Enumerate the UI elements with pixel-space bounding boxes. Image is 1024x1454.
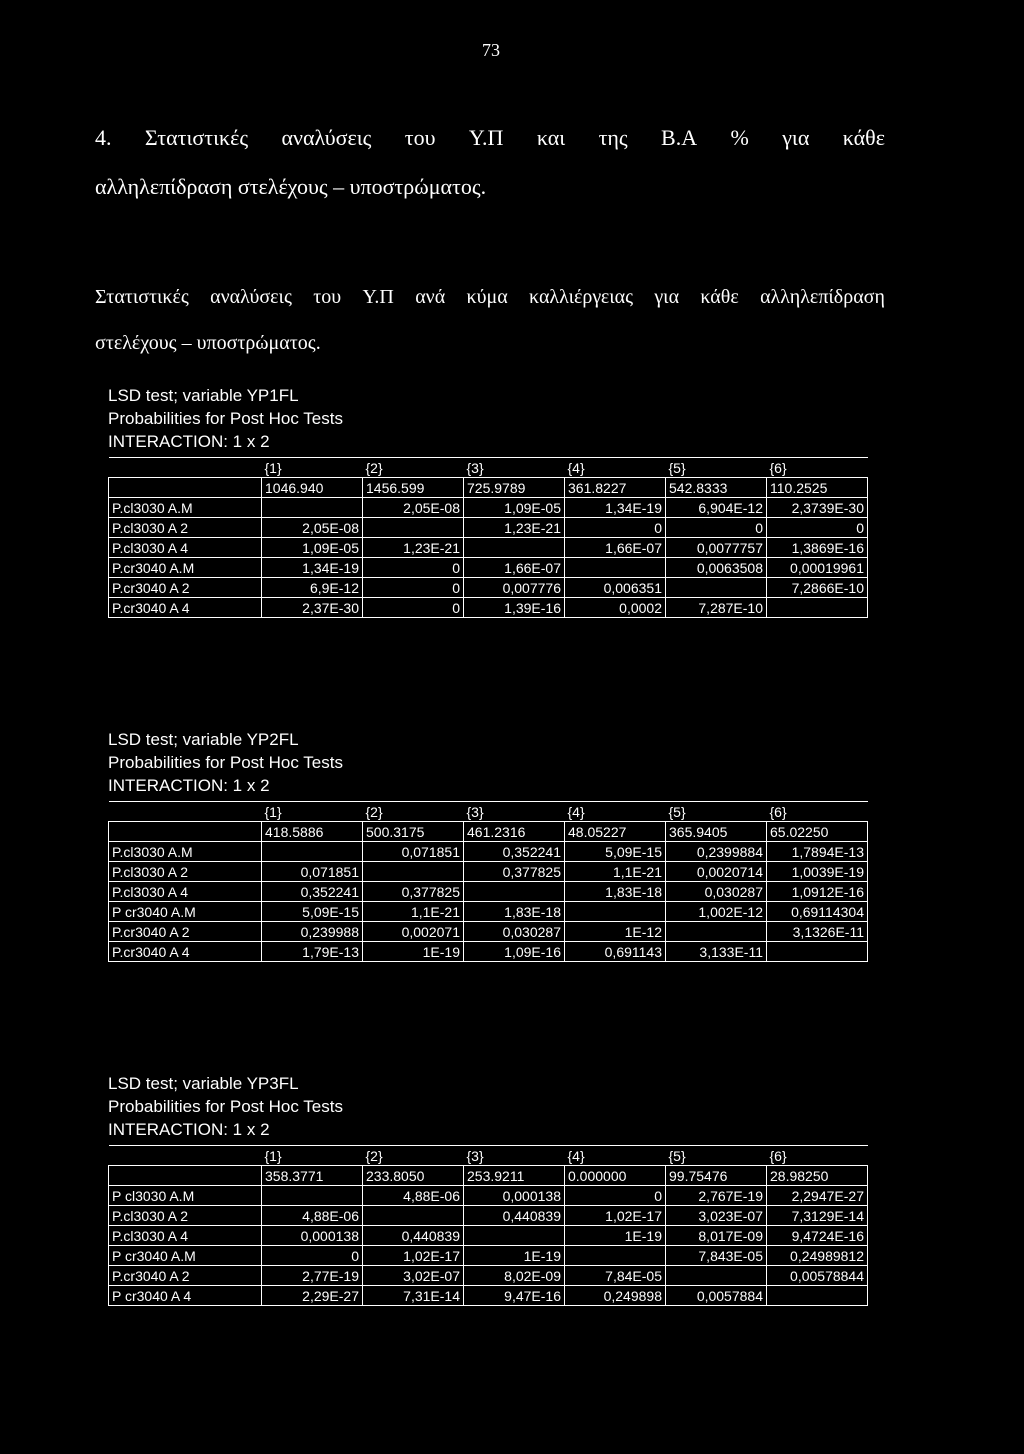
probability-cell (363, 1206, 464, 1226)
probability-cell: 0 (363, 558, 464, 578)
probability-cell: 2,3739E-30 (767, 498, 868, 518)
probability-cell: 0 (666, 518, 767, 538)
table-row (109, 1206, 868, 1226)
probability-cell: 1,09E-05 (464, 498, 565, 518)
probability-cell: 0 (565, 1186, 666, 1206)
probability-cell: 1,09E-16 (464, 942, 565, 962)
column-id-row (109, 1146, 868, 1166)
probability-cell (767, 1286, 868, 1306)
probability-cell: 0,030287 (464, 922, 565, 942)
column-id: {2} (363, 458, 464, 478)
probability-cell: 1,83E-18 (464, 902, 565, 922)
probability-cell: 0,69114304 (767, 902, 868, 922)
row-label: P cr3040 A.M (109, 902, 262, 922)
heading-word: Στατιστικές (144, 125, 249, 150)
lsd-interaction: INTERACTION: 1 x 2 (108, 1120, 270, 1139)
lsd-subtitle: Probabilities for Post Hoc Tests (108, 753, 343, 772)
probability-cell: 1,79E-13 (262, 942, 363, 962)
probability-cell: 7,287E-10 (666, 598, 767, 618)
table-row (109, 942, 868, 962)
subheading-line-2: στελέχους – υποστρώματος. (95, 332, 321, 354)
probability-cell: 1,7894E-13 (767, 842, 868, 862)
probability-cell: 0,352241 (464, 842, 565, 862)
group-mean: 418.5886 (262, 822, 363, 842)
probability-cell: 5,09E-15 (565, 842, 666, 862)
row-label: P.cl3030 A.M (109, 842, 262, 862)
group-mean: 1456.599 (363, 478, 464, 498)
probability-cell: 2,05E-08 (262, 518, 363, 538)
probability-cell: 0,2399884 (666, 842, 767, 862)
corner-cell (109, 478, 262, 498)
lsd-interaction: INTERACTION: 1 x 2 (108, 432, 270, 451)
column-id: {1} (262, 802, 363, 822)
table-row (109, 842, 868, 862)
probability-cell: 0,071851 (262, 862, 363, 882)
probability-cell: 0,006351 (565, 578, 666, 598)
row-label: P.cl3030 A.M (109, 498, 262, 518)
probability-cell: 1,0912E-16 (767, 882, 868, 902)
row-label: P.cr3040 A 4 (109, 942, 262, 962)
column-id: {2} (363, 802, 464, 822)
subheading-word: Υ.Π (362, 286, 394, 308)
heading-word: για (782, 125, 810, 150)
row-label: P.cl3030 A 4 (109, 538, 262, 558)
group-mean: 65.02250 (767, 822, 868, 842)
probability-cell: 7,84E-05 (565, 1266, 666, 1286)
probability-cell: 7,2866E-10 (767, 578, 868, 598)
probability-cell (666, 922, 767, 942)
lsd-subtitle: Probabilities for Post Hoc Tests (108, 1097, 343, 1116)
table-row (109, 1246, 868, 1266)
probability-cell: 0 (363, 578, 464, 598)
lsd-table (108, 457, 868, 618)
probability-cell (464, 538, 565, 558)
probability-cell: 3,02E-07 (363, 1266, 464, 1286)
table-row (109, 922, 868, 942)
probability-cell: 1,09E-05 (262, 538, 363, 558)
probability-cell: 4,88E-06 (262, 1206, 363, 1226)
column-id: {2} (363, 1146, 464, 1166)
probability-cell (262, 498, 363, 518)
column-id: {3} (464, 802, 565, 822)
heading-word: 4. (95, 125, 112, 150)
subheading-word: κύμα (466, 286, 508, 308)
group-mean: 1046.940 (262, 478, 363, 498)
subheading-line-1 (95, 274, 885, 320)
probability-cell: 1,1E-21 (565, 862, 666, 882)
probability-cell: 1,83E-18 (565, 882, 666, 902)
table-row (109, 558, 868, 578)
probability-cell: 6,904E-12 (666, 498, 767, 518)
probability-cell: 0,239988 (262, 922, 363, 942)
group-mean: 361.8227 (565, 478, 666, 498)
table-row (109, 538, 868, 558)
probability-cell: 1E-19 (464, 1246, 565, 1266)
probability-cell: 2,767E-19 (666, 1186, 767, 1206)
column-id: {3} (464, 1146, 565, 1166)
group-mean: 0.000000 (565, 1166, 666, 1186)
probability-cell: 3,1326E-11 (767, 922, 868, 942)
column-id: {5} (666, 1146, 767, 1166)
column-id-row (109, 802, 868, 822)
probability-cell: 0,007776 (464, 578, 565, 598)
lsd-subtitle: Probabilities for Post Hoc Tests (108, 409, 343, 428)
probability-cell: 2,77E-19 (262, 1266, 363, 1286)
section-heading-line-1 (95, 113, 885, 162)
probability-cell: 1,0039E-19 (767, 862, 868, 882)
lsd-table (108, 801, 868, 962)
probability-cell (262, 842, 363, 862)
means-row (109, 822, 868, 842)
row-label: P.cl3030 A 4 (109, 882, 262, 902)
group-mean: 461.2316 (464, 822, 565, 842)
probability-cell: 1,02E-17 (565, 1206, 666, 1226)
page-number: 73 (482, 40, 500, 60)
probability-cell: 0,00019961 (767, 558, 868, 578)
probability-cell: 0,071851 (363, 842, 464, 862)
heading-word: Υ.Π (468, 125, 504, 150)
probability-cell: 1,34E-19 (565, 498, 666, 518)
corner-cell (109, 822, 262, 842)
group-mean: 725.9789 (464, 478, 565, 498)
probability-cell: 1E-19 (363, 942, 464, 962)
group-mean: 358.3771 (262, 1166, 363, 1186)
table-row (109, 578, 868, 598)
table-row (109, 1186, 868, 1206)
probability-cell (666, 1266, 767, 1286)
probability-cell: 7,843E-05 (666, 1246, 767, 1266)
probability-cell: 2,2947E-27 (767, 1186, 868, 1206)
probability-cell: 3,023E-07 (666, 1206, 767, 1226)
probability-cell: 1E-12 (565, 922, 666, 942)
probability-cell (767, 598, 868, 618)
group-mean: 48.05227 (565, 822, 666, 842)
probability-cell: 0,0002 (565, 598, 666, 618)
lsd-table (108, 1145, 868, 1306)
corner-cell (109, 1166, 262, 1186)
column-id: {3} (464, 458, 565, 478)
row-label: P.cr3040 A.M (109, 558, 262, 578)
probability-cell: 1E-19 (565, 1226, 666, 1246)
column-id: {4} (565, 1146, 666, 1166)
probability-cell: 1,3869E-16 (767, 538, 868, 558)
row-label: P cr3040 A 4 (109, 1286, 262, 1306)
group-mean: 365.9405 (666, 822, 767, 842)
probability-cell (666, 578, 767, 598)
row-label: P.cr3040 A 4 (109, 598, 262, 618)
subheading-word: του (313, 286, 342, 308)
column-id: {4} (565, 802, 666, 822)
group-mean: 99.75476 (666, 1166, 767, 1186)
probability-cell: 6,9E-12 (262, 578, 363, 598)
probability-cell: 0 (363, 598, 464, 618)
probability-cell (464, 1226, 565, 1246)
table-row (109, 902, 868, 922)
corner-cell (109, 802, 262, 822)
probability-cell (565, 558, 666, 578)
column-id: {5} (666, 802, 767, 822)
probability-cell: 1,34E-19 (262, 558, 363, 578)
corner-cell (109, 458, 262, 478)
probability-cell: 1,66E-07 (565, 538, 666, 558)
lsd-block-yp1fl (108, 384, 868, 618)
probability-cell: 9,47E-16 (464, 1286, 565, 1306)
probability-cell (565, 1246, 666, 1266)
column-id: {5} (666, 458, 767, 478)
section-heading (95, 113, 895, 211)
probability-cell: 0,440839 (464, 1206, 565, 1226)
probability-cell: 7,31E-14 (363, 1286, 464, 1306)
probability-cell: 8,02E-09 (464, 1266, 565, 1286)
group-mean: 253.9211 (464, 1166, 565, 1186)
probability-cell: 4,88E-06 (363, 1186, 464, 1206)
probability-cell: 0 (262, 1246, 363, 1266)
row-label: P.cl3030 A 2 (109, 1206, 262, 1226)
column-id: {6} (767, 458, 868, 478)
probability-cell: 5,09E-15 (262, 902, 363, 922)
subheading-word: ανά (415, 286, 446, 308)
subheading-word: για (654, 286, 680, 308)
subheading-word: αναλύσεις (210, 286, 292, 308)
table-row (109, 1286, 868, 1306)
lsd-block-yp3fl (108, 1072, 868, 1306)
row-label: P.cr3040 A 2 (109, 578, 262, 598)
probability-cell: 0,377825 (464, 862, 565, 882)
corner-cell (109, 1146, 262, 1166)
probability-cell (565, 902, 666, 922)
probability-cell: 0,0077757 (666, 538, 767, 558)
probability-cell (464, 882, 565, 902)
probability-cell: 1,66E-07 (464, 558, 565, 578)
means-row (109, 1166, 868, 1186)
probability-cell: 7,3129E-14 (767, 1206, 868, 1226)
table-row (109, 862, 868, 882)
probability-cell: 1,002E-12 (666, 902, 767, 922)
probability-cell: 0,030287 (666, 882, 767, 902)
heading-word: του (404, 125, 436, 150)
row-label: P cl3030 A.M (109, 1186, 262, 1206)
table-row (109, 598, 868, 618)
row-label: P.cl3030 A 2 (109, 862, 262, 882)
probability-cell: 0,691143 (565, 942, 666, 962)
probability-cell: 0,0020714 (666, 862, 767, 882)
table-row (109, 882, 868, 902)
heading-word: της (598, 125, 628, 150)
group-mean: 233.8050 (363, 1166, 464, 1186)
subheading-word: Στατιστικές (95, 286, 189, 308)
probability-cell: 2,37E-30 (262, 598, 363, 618)
probability-cell: 0,000138 (464, 1186, 565, 1206)
probability-cell: 0,249898 (565, 1286, 666, 1306)
probability-cell: 0,440839 (363, 1226, 464, 1246)
column-id: {1} (262, 458, 363, 478)
group-mean: 500.3175 (363, 822, 464, 842)
probability-cell: 0 (565, 518, 666, 538)
table-row (109, 1226, 868, 1246)
probability-cell (262, 1186, 363, 1206)
probability-cell: 0,24989812 (767, 1246, 868, 1266)
column-id: {4} (565, 458, 666, 478)
probability-cell (363, 518, 464, 538)
probability-cell: 0,352241 (262, 882, 363, 902)
column-id: {6} (767, 802, 868, 822)
probability-cell: 2,29E-27 (262, 1286, 363, 1306)
heading-word: κάθε (842, 125, 885, 150)
group-mean: 110.2525 (767, 478, 868, 498)
heading-word: αναλύσεις (281, 125, 372, 150)
column-id-row (109, 458, 868, 478)
lsd-title: LSD test; variable YP1FL (108, 386, 299, 405)
lsd-block-yp2fl (108, 728, 868, 962)
section-heading-line-2: αλληλεπίδραση στελέχους – υποστρώματος. (95, 174, 487, 199)
probability-cell: 2,05E-08 (363, 498, 464, 518)
probability-cell: 8,017E-09 (666, 1226, 767, 1246)
column-id: {6} (767, 1146, 868, 1166)
lsd-title: LSD test; variable YP2FL (108, 730, 299, 749)
heading-word: % (730, 125, 749, 150)
subheading-word: κάθε (700, 286, 739, 308)
row-label: P.cl3030 A 2 (109, 518, 262, 538)
column-id: {1} (262, 1146, 363, 1166)
lsd-interaction: INTERACTION: 1 x 2 (108, 776, 270, 795)
row-label: P.cl3030 A 4 (109, 1226, 262, 1246)
probability-cell: 0,000138 (262, 1226, 363, 1246)
group-mean: 28.98250 (767, 1166, 868, 1186)
probability-cell: 1,02E-17 (363, 1246, 464, 1266)
probability-cell: 0,377825 (363, 882, 464, 902)
probability-cell (363, 862, 464, 882)
row-label: P.cr3040 A 2 (109, 1266, 262, 1286)
table-row (109, 518, 868, 538)
probability-cell: 0 (767, 518, 868, 538)
probability-cell (767, 942, 868, 962)
probability-cell: 1,39E-16 (464, 598, 565, 618)
probability-cell: 0,0057884 (666, 1286, 767, 1306)
heading-word: και (536, 125, 566, 150)
subheading (95, 274, 895, 366)
lsd-title: LSD test; variable YP3FL (108, 1074, 299, 1093)
probability-cell: 0,00578844 (767, 1266, 868, 1286)
probability-cell: 1,23E-21 (464, 518, 565, 538)
probability-cell: 0,0063508 (666, 558, 767, 578)
subheading-word: αλληλεπίδραση (760, 286, 885, 308)
probability-cell: 1,23E-21 (363, 538, 464, 558)
probability-cell: 1,1E-21 (363, 902, 464, 922)
probability-cell: 9,4724E-16 (767, 1226, 868, 1246)
heading-word: Β.Α (661, 125, 698, 150)
means-row (109, 478, 868, 498)
table-row (109, 1266, 868, 1286)
row-label: P cr3040 A.M (109, 1246, 262, 1266)
group-mean: 542.8333 (666, 478, 767, 498)
probability-cell: 3,133E-11 (666, 942, 767, 962)
table-row (109, 498, 868, 518)
row-label: P.cr3040 A 2 (109, 922, 262, 942)
subheading-word: καλλιέργειας (529, 286, 634, 308)
probability-cell: 0,002071 (363, 922, 464, 942)
